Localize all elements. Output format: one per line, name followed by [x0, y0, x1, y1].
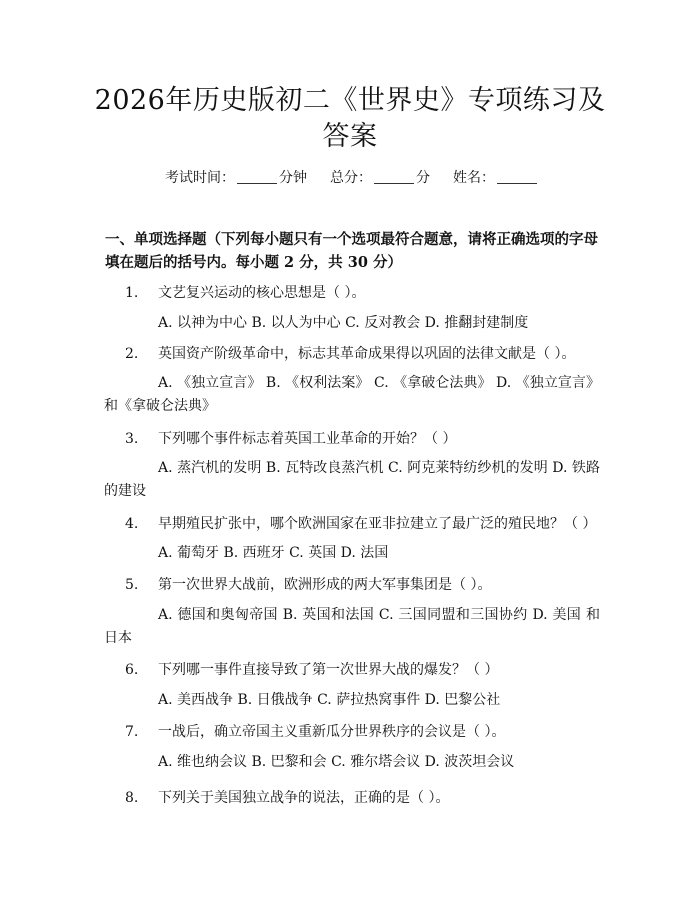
question-number: 8.	[125, 790, 139, 806]
page-title: 2026年历史版初二《世界史》专项练习及答案	[94, 85, 606, 152]
exam-time-label: 考试时间：	[165, 170, 235, 186]
question-number: 7.	[125, 724, 139, 740]
question-options: A. 葡萄牙 B. 西班牙 C. 英国 D. 法国	[158, 545, 389, 561]
exam-time-blank	[237, 169, 277, 184]
question-options: A. 维也纳会议 B. 巴黎和会 C. 雅尔塔会议 D. 波茨坦会议	[158, 754, 515, 770]
question-number: 1.	[125, 285, 139, 301]
exam-time-unit: 分钟	[279, 170, 307, 186]
name-field	[453, 168, 539, 188]
total-score-blank	[374, 169, 414, 184]
question-options: A. 蒸汽机的发明 B. 瓦特改良蒸汽机 C. 阿克莱特纺纱机的发明 D. 铁路的建设	[104, 460, 600, 499]
name-blank	[497, 169, 537, 184]
question-stem: 一战后，确立帝国主义重新瓜分世界秩序的会议是（ ）。	[158, 724, 506, 740]
total-score-unit: 分	[416, 170, 430, 186]
question-number: 4.	[125, 516, 139, 532]
question-number: 3.	[125, 431, 139, 447]
question-options: A. 《独立宣言》 B. 《权利法案》 C. 《拿破仑法典》 D. 《独立宣言》和《拿破仑法典》	[104, 375, 600, 414]
question-stem: 第一次世界大战前，欧洲形成的两大军事集团是（ ）。	[158, 577, 492, 593]
exam-time-field	[165, 168, 307, 188]
question-number: 6.	[125, 662, 139, 678]
question-stem: 文艺复兴运动的核心思想是（ ）。	[158, 285, 366, 301]
question-stem: 下列哪一事件直接导致了第一次世界大战的爆发？（ ）	[158, 662, 499, 678]
total-score-label: 总分：	[330, 170, 372, 186]
question-number: 5.	[125, 577, 139, 593]
question-options: A. 德国和奥匈帝国 B. 英国和法国 C. 三国同盟和三国协约 D. 美国 和日本	[104, 607, 600, 646]
total-score-field	[330, 168, 430, 188]
question-stem: 下列关于美国独立战争的说法，正确的是（ ）。	[158, 790, 450, 806]
section-heading: 一、单项选择题（下列每小题只有一个选项最符合题意，请将正确选项的字母填在题后的括号内。每小题 2 分，共 30 分）	[105, 231, 598, 271]
question-stem: 英国资产阶级革命中，标志其革命成果得以巩固的法律文献是（ ）。	[158, 346, 576, 362]
question-stem: 早期殖民扩张中，哪个欧洲国家在亚非拉建立了最广泛的殖民地？（ ）	[158, 516, 597, 532]
name-label: 姓名：	[453, 170, 495, 186]
question-options: A. 美西战争 B. 日俄战争 C. 萨拉热窝事件 D. 巴黎公社	[158, 692, 501, 708]
question-number: 2.	[125, 346, 139, 362]
question-stem: 下列哪个事件标志着英国工业革命的开始？（ ）	[158, 431, 457, 447]
question-options: A. 以神为中心 B. 以人为中心 C. 反对教会 D. 推翻封建制度	[158, 315, 529, 331]
